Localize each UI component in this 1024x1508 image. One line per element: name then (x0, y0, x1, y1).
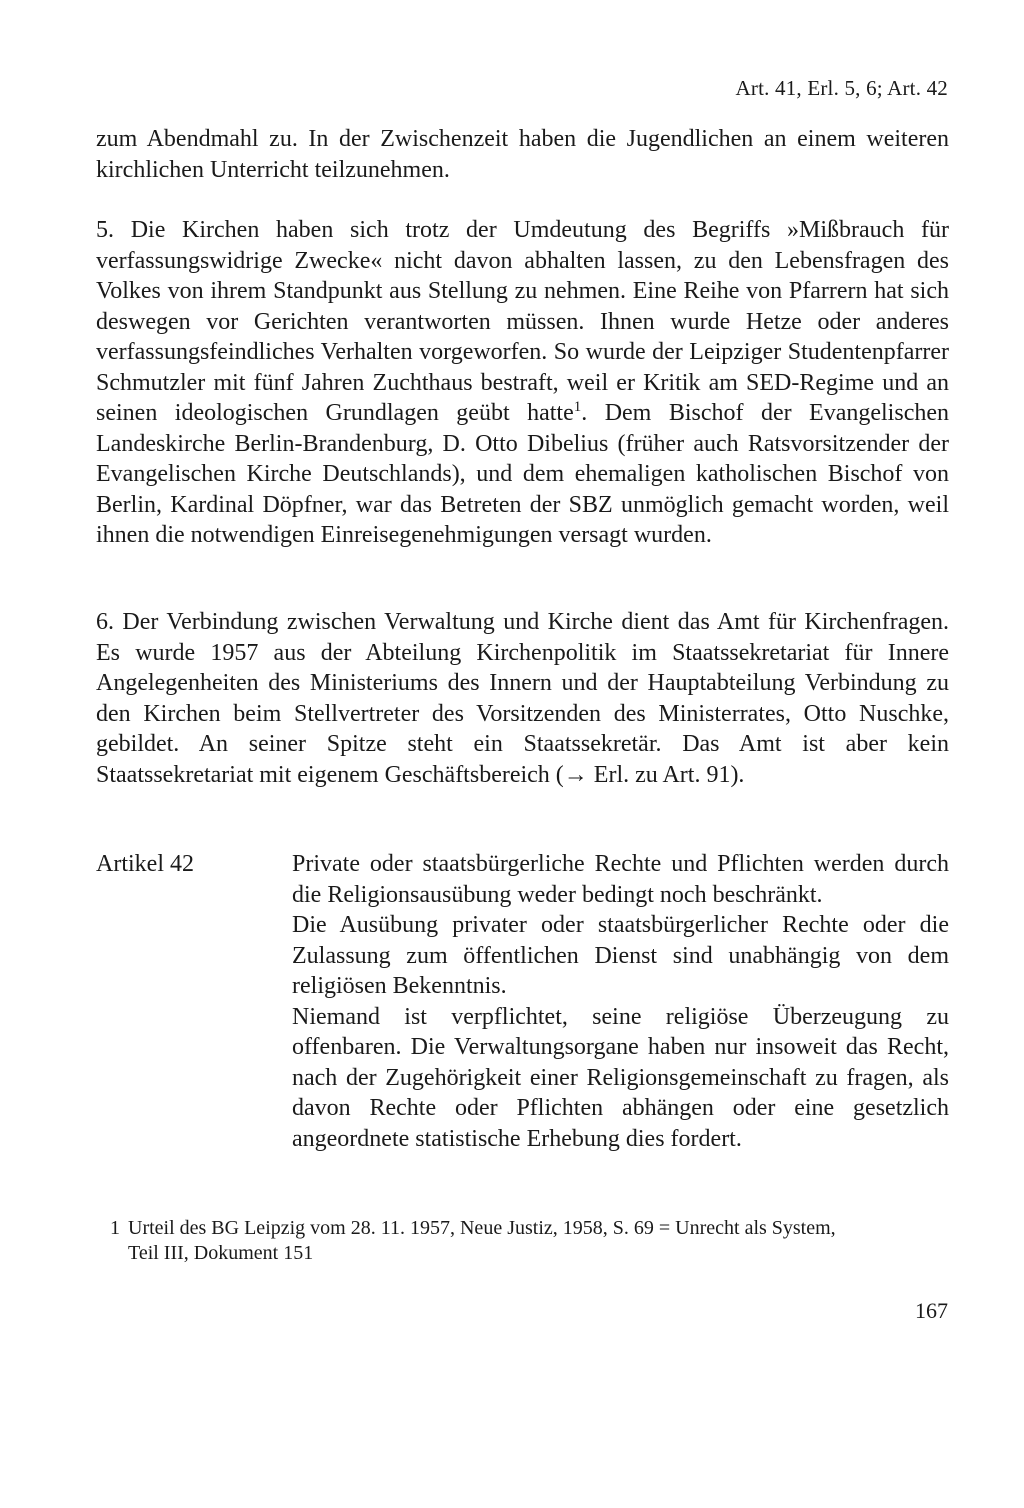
article-label: Artikel 42 (96, 851, 194, 877)
footnote-text-line-1: Urteil des BG Leipzig vom 28. 11. 1957, Neue Justiz, 1958, S. 69 = Unrecht als System, (128, 1217, 836, 1239)
footnote-reference: 1 (573, 399, 582, 415)
footnote (110, 1216, 949, 1266)
article-clause-1: Private oder staatsbürgerliche Rechte und Pflichten werden durch die Religionsausübung weder bedingt noch beschränkt. (292, 851, 949, 908)
footnote-number: 1 (110, 1217, 120, 1239)
article-clause-3: Niemand ist verpflichtet, seine religiöse Überzeugung zu offenbaren. Die Verwaltungsorgane haben nur insoweit das Recht, nach der Zugehörigkeit einer Religionsgemeinschaft zu fragen, als davon Rechte oder Pflichten abhängen oder eine gesetzlich angeordnete statistische Erhebung dies fordert. (292, 1003, 949, 1152)
article-clause-2: Die Ausübung privater oder staatsbürgerlicher Rechte oder die Zulassung zum öffentlichen Dienst sind unabhängig von dem religiösen Bekenntnis. (292, 912, 949, 999)
paragraph-5-text-b: . Dem Bischof der Evangelischen Landeskirche Berlin-Brandenburg, D. Otto Dibelius (früher auch Ratsvorsitzender der Evangelischen Kirche Deutschlands), und dem ehemaligen katholischen Bischof von Berlin, Kardinal Döpfner, war das Betreten der SBZ unmöglich gemacht worden, weil ihnen die notwendigen Einreisegenehmigungen versagt wurden. (96, 400, 949, 548)
paragraph-5-text-a: 5. Die Kirchen haben sich trotz der Umdeutung des Begriffs »Mißbrauch für verfassungswidrige Zwecke« nicht davon abhalten lassen, zu den Lebensfragen des Volkes von ihrem Standpunkt aus Stellung zu nehmen. Eine Reihe von Pfarrern hat sich deswegen vor Gerichten verantworten müssen. Ihnen wurde Hetze oder anderes verfassungsfeindliches Verhalten vorgeworfen. So wurde der Leipziger Studentenpfarrer Schmutzler mit fünf Jahren Zuchthaus bestraft, weil er Kritik am SED-Regime und an seinen ideologischen Grundlagen geübt hatte (96, 217, 949, 426)
paragraph-6: 6. Der Verbindung zwischen Verwaltung und Kirche dient das Amt für Kirchenfragen. Es wurde 1957 aus der Abteilung Kirchenpolitik im Staatssekretariat für Innere Angelegenheiten des Ministeriums des Innern und der Hauptabteilung Verbindung zu den Kirchen beim Stellvertreter des Vorsitzenden des Ministerrates, Otto Nuschke, gebildet. An seiner Spitze steht ein Staatssekretär. Das Amt ist aber kein Staatssekretariat mit eigenem Geschäftsbereich (→ Erl. zu Art. 91). (96, 609, 949, 788)
running-head: Art. 41, Erl. 5, 6; Art. 42 (735, 76, 948, 100)
paragraph-intro: zum Abendmahl zu. In der Zwischenzeit haben die Jugendlichen an einem weiteren kirchlichen Unterricht teilzunehmen. (96, 126, 949, 183)
page-number: 167 (915, 1298, 948, 1323)
footnote-text-line-2: Teil III, Dokument 151 (128, 1242, 314, 1264)
paragraph-5 (96, 215, 949, 551)
article-body (292, 849, 949, 1154)
